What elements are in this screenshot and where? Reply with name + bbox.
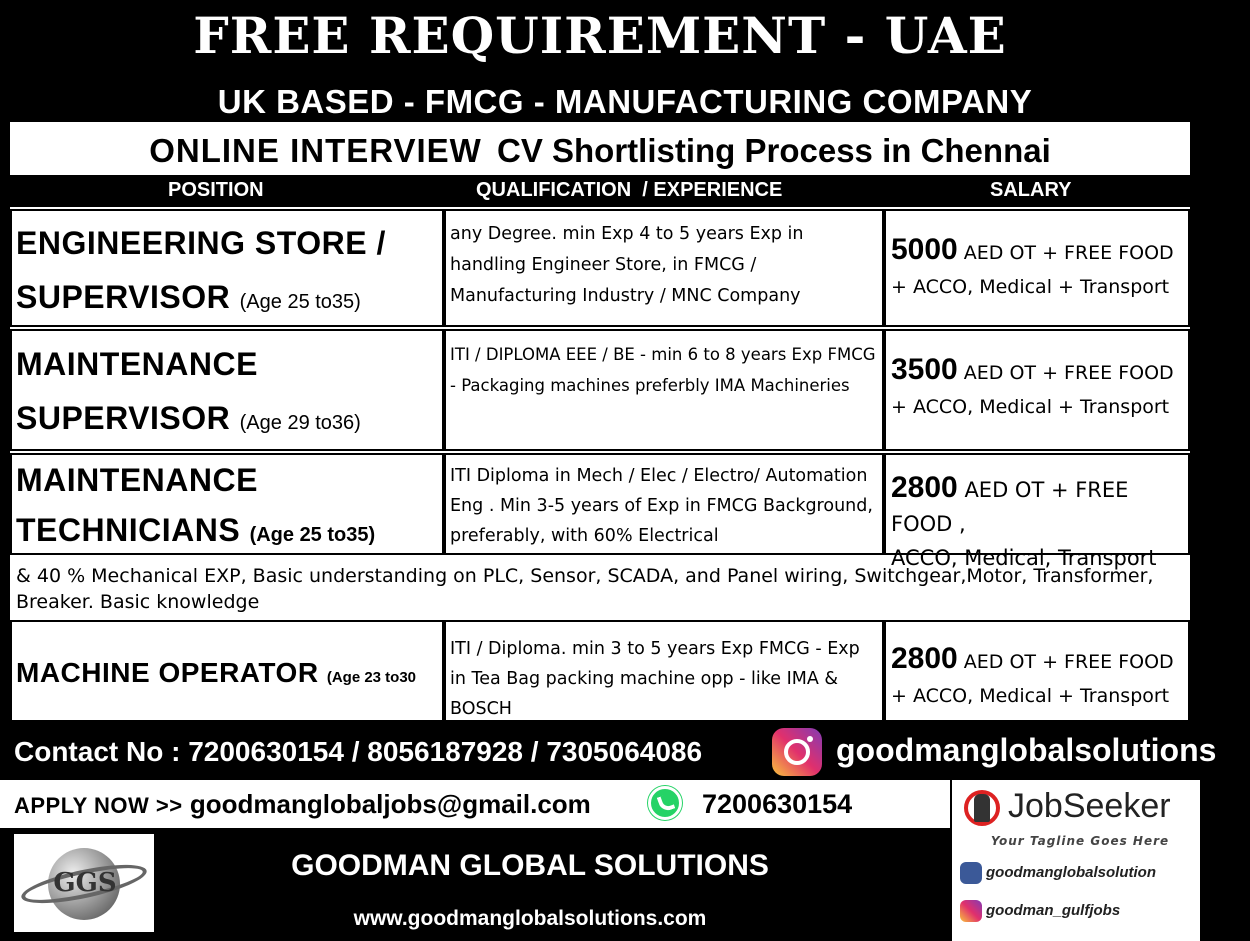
position-cell xyxy=(10,329,444,451)
salary-benefits: AED OT + FREE FOOD xyxy=(963,242,1174,264)
salary-cell xyxy=(884,453,1190,570)
facebook-icon xyxy=(960,862,982,884)
salary-benefits: AED OT + FREE FOOD xyxy=(963,362,1174,384)
position-title: MACHINE OPERATOR xyxy=(16,657,319,688)
contact-label: Contact No : xyxy=(14,736,189,767)
table-header xyxy=(10,175,1190,207)
salary-amount: 2800 xyxy=(891,471,958,504)
salary-benefits: AED OT + FREE FOOD , xyxy=(891,478,1129,536)
column-salary: SALARY xyxy=(990,179,1072,201)
salary-amount: 2800 xyxy=(891,642,958,675)
interview-detail: CV Shortlisting Process in Chennai xyxy=(496,132,1051,169)
jobseeker-name: JobSeeker xyxy=(1008,787,1171,825)
qualification-cell: ITI Diploma in Mech / Elec / Electro/ Automation Eng . Min 3-5 years of Exp in FMCG Background, preferably, with 60% Electrical xyxy=(444,453,884,555)
position-title: MAINTENANCE xyxy=(16,462,258,498)
salary-cell xyxy=(884,620,1190,722)
page-subtitle: UK BASED - FMCG - MANUFACTURING COMPANY xyxy=(217,83,1033,120)
contact-numbers xyxy=(14,732,702,772)
position-cell xyxy=(10,209,444,327)
instagram-small-icon xyxy=(960,900,982,922)
salary-cell xyxy=(884,209,1190,327)
whatsapp-icon xyxy=(648,786,682,820)
qualification-cell: any Degree. min Exp 4 to 5 years Exp in handling Engineer Store, in FMCG / Manufacturing Industry / MNC Company xyxy=(444,209,884,327)
age-range: (Age 29 to36) xyxy=(239,412,361,434)
position-title-line2: SUPERVISOR xyxy=(16,400,231,436)
age-range: (Age 25 to35) xyxy=(239,291,361,313)
qualification-cell: ITI / DIPLOMA EEE / BE - min 6 to 8 years Exp FMCG - Packaging machines preferbly IMA Machineries xyxy=(444,329,884,451)
position-title: ENGINEERING STORE / xyxy=(16,225,386,261)
salary-amount: 5000 xyxy=(891,233,958,266)
position-title-line2: TECHNICIANS xyxy=(16,512,241,548)
position-title: MAINTENANCE xyxy=(16,346,258,382)
qualification-cell: ITI / Diploma. min 3 to 5 years Exp FMCG - Exp in Tea Bag packing machine opp - like IMA & BOSCH xyxy=(444,620,884,722)
interview-label: ONLINE INTERVIEW xyxy=(149,132,482,169)
apply-label: APPLY NOW >> xyxy=(14,793,183,818)
apply-email: goodmanglobaljobs@gmail.com xyxy=(189,789,591,819)
instagram-line xyxy=(960,900,1120,922)
instagram-icon xyxy=(772,728,822,776)
interview-banner xyxy=(10,130,1190,172)
technician-requirements-note: & 40 % Mechanical EXP, Basic understanding on PLC, Sensor, SCADA, and Panel wiring, Switchgear,Motor, Transformer, Breaker. Basic knowledge xyxy=(16,565,1154,613)
company-logo xyxy=(14,834,154,932)
age-range: (Age 25 to35) xyxy=(249,524,376,546)
whatsapp-number: 7200630154 xyxy=(702,789,853,819)
facebook-line xyxy=(960,862,1156,884)
age-range: (Age 23 to30 xyxy=(326,669,417,686)
phone-numbers: 7200630154 / 8056187928 / 7305064086 xyxy=(188,736,703,767)
column-qualification: QUALIFICATION / EXPERIENCE xyxy=(476,179,783,201)
position-title-line2: SUPERVISOR xyxy=(16,279,231,315)
jobseeker-tagline: Your Tagline Goes Here xyxy=(990,834,1170,848)
position-cell xyxy=(10,620,444,722)
facebook-handle: goodmanglobalsolution xyxy=(986,863,1156,881)
salary-cell xyxy=(884,329,1190,451)
salary-benefits-2: ACCO, Medical, Transport xyxy=(891,546,1157,570)
apply-line xyxy=(14,786,591,824)
position-cell xyxy=(10,453,444,555)
salary-benefits: AED OT + FREE FOOD xyxy=(963,651,1174,673)
salary-benefits-2: + ACCO, Medical + Transport xyxy=(891,396,1170,418)
page-title: FREE REQUIREMENT - UAE xyxy=(193,6,1007,65)
company-website: www.goodmanglobalsolutions.com xyxy=(353,907,707,930)
salary-benefits-2: + ACCO, Medical + Transport xyxy=(891,685,1170,707)
instagram-handle: goodmanglobalsolutions xyxy=(836,732,1217,768)
salary-amount: 3500 xyxy=(891,353,958,386)
salary-benefits-2: + ACCO, Medical + Transport xyxy=(891,276,1170,298)
column-position: POSITION xyxy=(168,179,264,201)
logo-text: GGS xyxy=(53,868,117,898)
company-name: GOODMAN GLOBAL SOLUTIONS xyxy=(291,849,769,882)
instagram-handle-2: goodman_gulfjobs xyxy=(986,901,1121,919)
jobseeker-badge xyxy=(952,780,1200,941)
